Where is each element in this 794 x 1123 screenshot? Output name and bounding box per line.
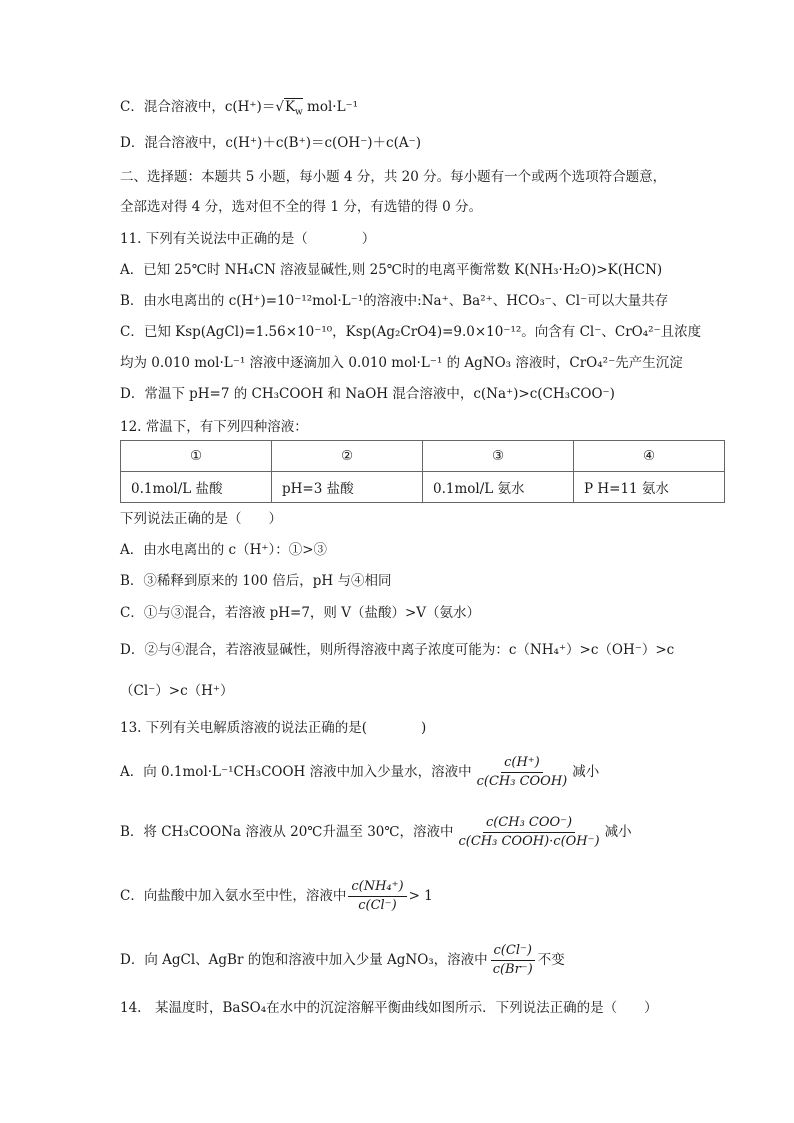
q13-b-denominator: c(CH₃ COOH)·c(OH⁻) [458, 834, 600, 849]
q13-d-fraction [490, 943, 536, 978]
table-cell: 0.1mol/L 盐酸 [121, 472, 272, 503]
q12-option-d: D．②与④混合，若溶液显碱性，则所得溶液中离子浓度可能为：c（NH₄⁺）>c（OH⁻）>c [120, 642, 675, 658]
table-header-row [121, 441, 725, 472]
table-cell: pH=3 盐酸 [272, 472, 423, 503]
section2-heading: 二、选择题：本题共 5 小题，每小题 4 分，共 20 分。每小题有一个或两个选项符合题意， [120, 169, 667, 185]
q10-c-sub: w [295, 107, 303, 118]
q13-option-d [120, 943, 565, 978]
table-header-cell: ③ [423, 441, 574, 472]
q11-option-d: D．常温下 pH=7 的 CH₃COOH 和 NaOH 混合溶液中，c(Na⁺)>c(CH₃COO⁻) [120, 386, 615, 402]
q13-a-text: A．向 0.1mol·L⁻¹CH₃COOH 溶液中加入少量水，溶液中 [120, 764, 472, 780]
q13-stem: 13. 下列有关电解质溶液的说法正确的是( ) [120, 720, 427, 736]
section2-heading-cont: 全部选对得 4 分，选对但不全的得 1 分，有选错的得 0 分。 [120, 199, 483, 215]
table-cell: 0.1mol/L 氨水 [423, 472, 574, 503]
q13-c-text: C．向盐酸中加入氨水至中性，溶液中 [120, 888, 347, 904]
q13-d-numerator: c(Cl⁻) [491, 943, 535, 961]
q11-option-c: C．已知 Ksp(AgCl)=1.56×10⁻¹⁰，Ksp(Ag₂CrO4)=9.0×10⁻¹²。向含有 Cl⁻、CrO₄²⁻且浓度 [120, 324, 702, 340]
q10-c-pre: C．混合溶液中，c(H⁺)＝ [120, 99, 276, 115]
table-cell: P H=11 氨水 [574, 472, 725, 503]
q12-option-d-cont: （Cl⁻）>c（H⁺） [120, 683, 234, 699]
q10-c-root: K [284, 99, 296, 115]
q10-option-c [120, 98, 358, 122]
q12-option-a: A．由水电离出的 c（H⁺）：①>③ [120, 542, 328, 558]
q13-option-b [120, 815, 632, 850]
q13-b-numerator: c(CH₃ COO⁻) [483, 815, 575, 833]
q13-c-fraction [348, 879, 406, 914]
q12-prompt: 下列说法正确的是（ ） [120, 511, 282, 527]
q10-option-d: D．混合溶液中，c(H⁺)＋c(B⁺)＝c(OH⁻)＋c(A⁻) [120, 135, 421, 151]
q13-option-c [120, 879, 433, 914]
q13-a-conclusion: 减小 [572, 764, 600, 780]
q13-b-text: B．将 CH₃COONa 溶液从 20℃升温至 30℃，溶液中 [120, 824, 454, 840]
q10-c-post: mol·L⁻¹ [302, 99, 359, 115]
q11-option-c-cont: 均为 0.010 mol·L⁻¹ 溶液中逐滴加入 0.010 mol·L⁻¹ 的 AgNO₃ 溶液时，CrO₄²⁻先产生沉淀 [120, 355, 683, 371]
table-header-cell: ① [121, 441, 272, 472]
table-header-cell: ② [272, 441, 423, 472]
q11-stem: 11. 下列有关说法中正确的是（ ） [120, 231, 376, 247]
q13-d-conclusion: 不变 [537, 952, 565, 968]
q13-c-numerator: c(NH₄⁺) [348, 879, 406, 897]
q13-option-a [120, 755, 599, 790]
q10-c-radicand [284, 98, 303, 118]
q14-stem: 14. 某温度时，BaSO₄在水中的沉淀溶解平衡曲线如图所示．下列说法正确的是（ ） [120, 1000, 658, 1016]
q12-option-b: B．③稀释到原来的 100 倍后，pH 与④相同 [120, 573, 392, 589]
q13-a-numerator: c(H⁺) [501, 755, 543, 773]
q13-c-denominator: c(Cl⁻) [358, 898, 397, 913]
q13-d-denominator: c(Br⁻) [492, 962, 533, 977]
q11-option-a: A．已知 25℃时 NH₄CN 溶液显碱性,则 25℃时的电离平衡常数 K(NH₃·H₂O)>K(HCN) [120, 262, 663, 278]
q13-a-denominator: c(CH₃ COOH) [476, 774, 568, 789]
table-header-cell: ④ [574, 441, 725, 472]
q13-b-fraction [456, 815, 603, 850]
q12-solutions-table [120, 440, 725, 503]
sqrt-symbol: √ [275, 99, 284, 115]
q13-d-text: D．向 AgCl、AgBr 的饱和溶液中加入少量 AgNO₃，溶液中 [120, 952, 488, 968]
q13-b-conclusion: 减小 [604, 824, 632, 840]
q11-option-b: B．由水电离出的 c(H⁺)=10⁻¹²mol·L⁻¹的溶液中:Na⁺、Ba²⁺、HCO₃⁻、Cl⁻可以大量共存 [120, 293, 669, 309]
q12-option-c: C．①与③混合，若溶液 pH=7，则 V（盐酸）>V（氨水） [120, 605, 481, 621]
q12-stem: 12. 常温下，有下列四种溶液： [120, 419, 308, 435]
table-row [121, 472, 725, 503]
q13-c-comparison: > 1 [408, 888, 433, 904]
q13-a-fraction [474, 755, 571, 790]
